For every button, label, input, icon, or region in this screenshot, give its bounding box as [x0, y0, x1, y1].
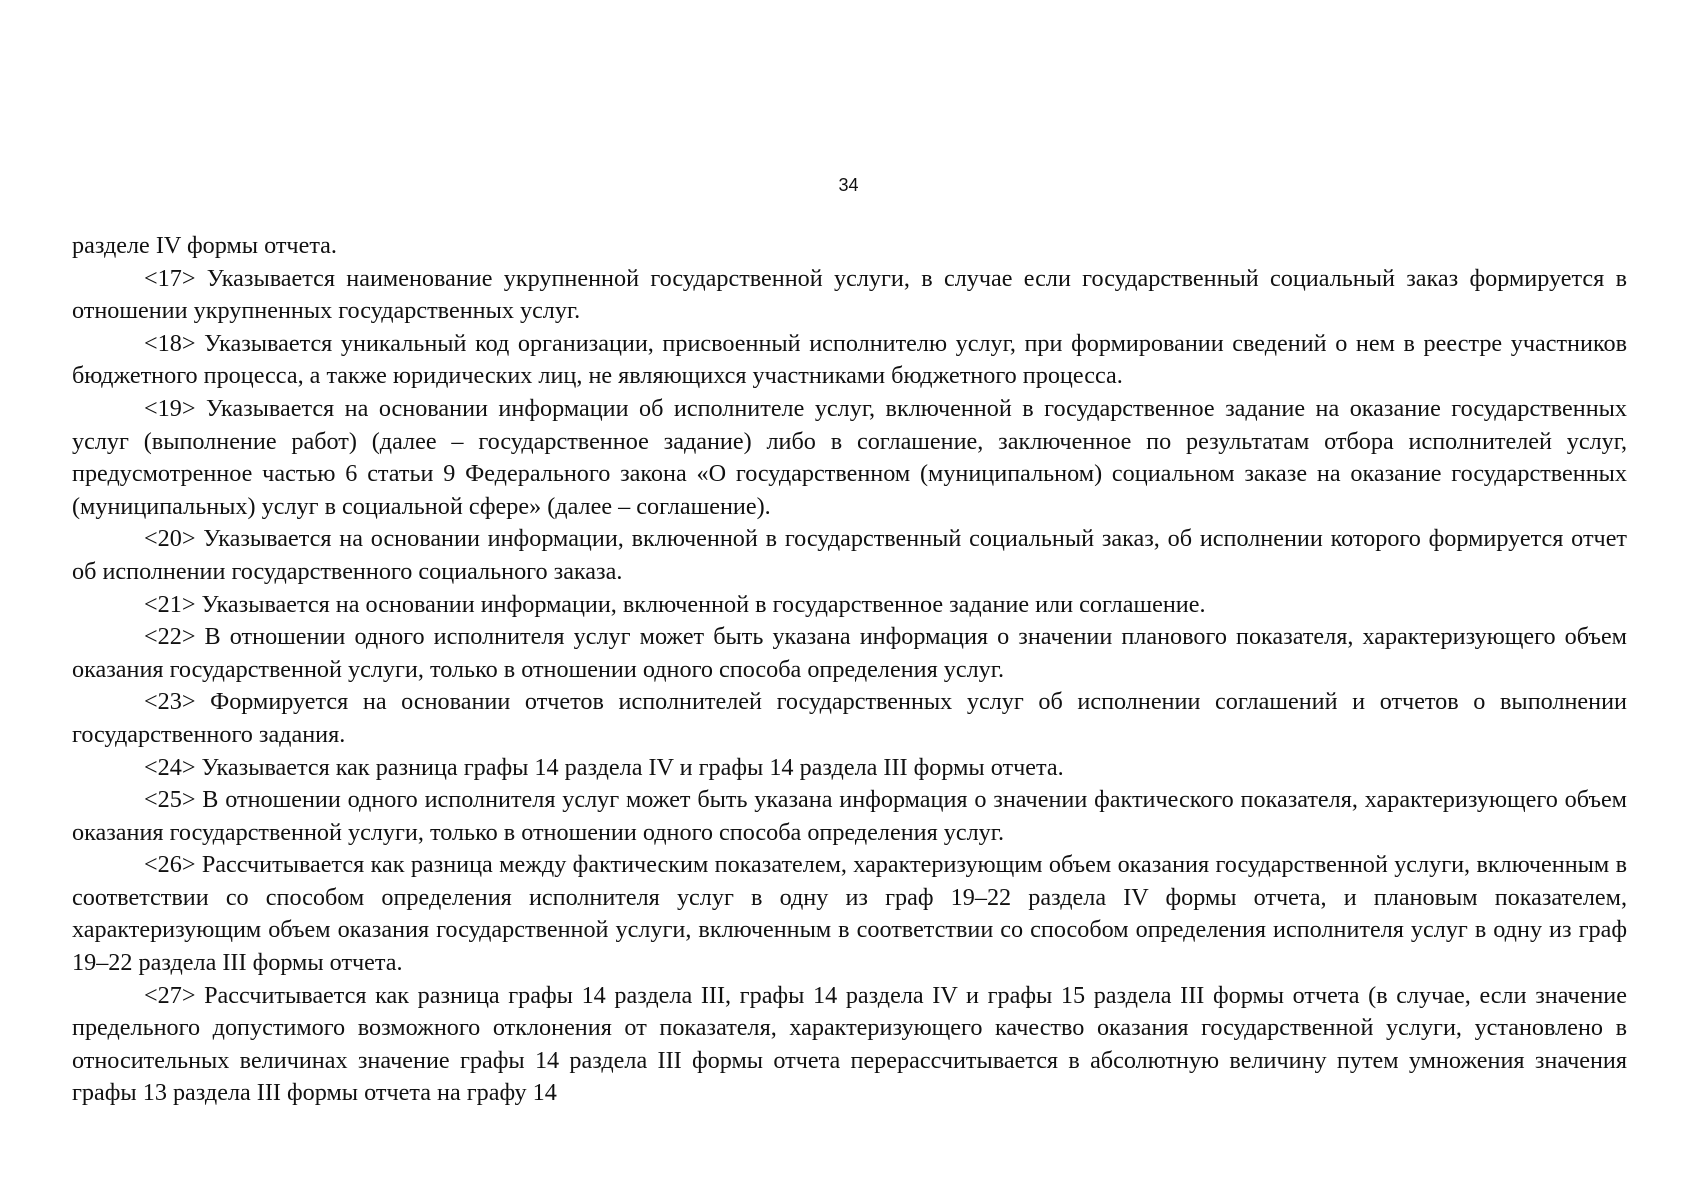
- footnote-26: <26> Рассчитывается как разница между фактическим показателем, характеризующим объем оказания государственной услуги, включенным в соответствии со способом определения исполнителя услуг в одну из граф 19–22 раздела IV формы отчета, и плановым показателем, характеризующим объем оказания государственной услуги, включенным в соответствии со способом определения исполнителя услуг в одну из граф 19–22 раздела III формы отчета.: [72, 851, 1627, 977]
- document-body: [72, 230, 1627, 1110]
- footnote-17: <17> Указывается наименование укрупненной государственной услуги, в случае если государственный социальный заказ формируется в отношении укрупненных государственных услуг.: [72, 264, 1627, 325]
- footnote-24: <24> Указывается как разница графы 14 раздела IV и графы 14 раздела III формы отчета.: [144, 753, 1064, 781]
- footnote-27: <27> Рассчитывается как разница графы 14 раздела III, графы 14 раздела IV и графы 15 раздела III формы отчета (в случае, если значение предельного допустимого возможного отклонения от показателя, характеризующего качество оказания государственной услуги, установлено в относительных величинах значение графы 14 раздела III формы отчета перерассчитывается в абсолютную величину путем умножения значения графы 13 раздела III формы отчета на графу 14: [72, 981, 1627, 1107]
- footnote-18: <18> Указывается уникальный код организации, присвоенный исполнителю услуг, при формировании сведений о нем в реестре участников бюджетного процесса, а также юридических лиц, не являющихся участниками бюджетного процесса.: [72, 329, 1627, 390]
- footnote-25: <25> В отношении одного исполнителя услуг может быть указана информация о значении фактического показателя, характеризующего объем оказания государственной услуги, только в отношении одного способа определения услуг.: [72, 786, 1627, 846]
- page-number: 34: [838, 175, 859, 195]
- footnote-20: <20> Указывается на основании информации, включенной в государственный социальный заказ, об исполнении которого формируется отчет об исполнении государственного социального заказа.: [72, 525, 1627, 585]
- footnote-19: <19> Указывается на основании информации об исполнителе услуг, включенной в государственное задание на оказание государственных услуг (выполнение работ) (далее – государственное задание) либо в соглашение, заключенное по результатам отбора исполнителей услуг, предусмотренное частью 6 статьи 9 Федерального закона «О государственном (муниципальном) социальном заказе на оказание государственных (муниципальных) услуг в социальной сфере» (далее – соглашение).: [72, 394, 1627, 520]
- footnote-22: <22> В отношении одного исполнителя услуг может быть указана информация о значении планового показателя, характеризующего объем оказания государственной услуги, только в отношении одного способа определения услуг.: [72, 623, 1627, 683]
- footnote-23: <23> Формируется на основании отчетов исполнителей государственных услуг об исполнении соглашений и отчетов о выполнении государственного задания.: [72, 688, 1627, 748]
- footnote-21: <21> Указывается на основании информации, включенной в государственное задание или соглашение.: [144, 590, 1206, 618]
- paragraph-continuation: разделе IV формы отчета.: [72, 232, 337, 259]
